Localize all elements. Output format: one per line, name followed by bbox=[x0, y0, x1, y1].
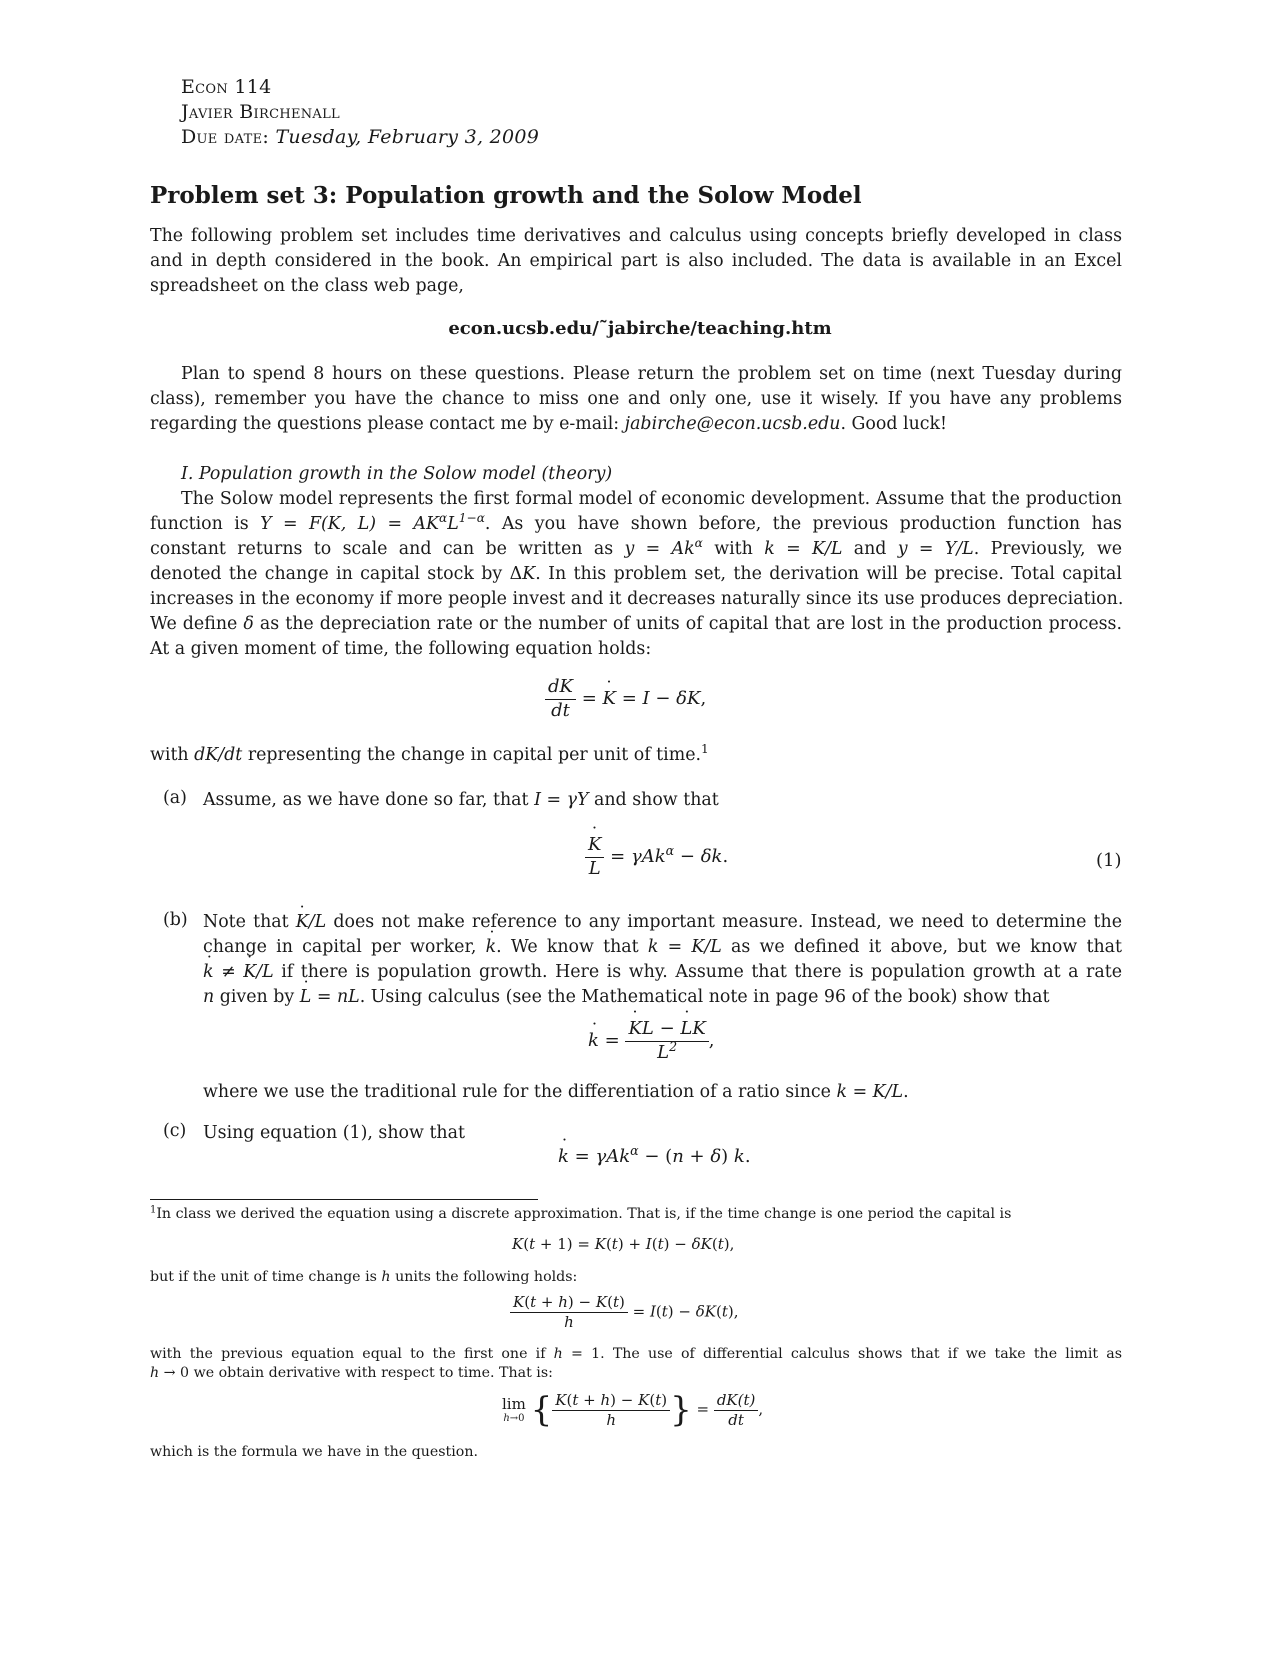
h-limit-math: h bbox=[150, 1365, 160, 1381]
equation-1-number: (1) bbox=[1096, 850, 1122, 871]
item-b-text bbox=[203, 910, 1122, 1010]
contact-email: jabirche@econ.ucsb.edu bbox=[624, 414, 841, 434]
plan-line: class), remember you have the chance to miss one and only one, use it wisely. If you have any problems bbox=[150, 389, 1122, 409]
section-1 bbox=[150, 462, 1122, 662]
section-text: We define bbox=[150, 614, 238, 634]
k-def-math: k = K/L bbox=[764, 539, 843, 559]
plan-line bbox=[150, 412, 1122, 437]
item-a-text bbox=[203, 788, 1122, 813]
section-line bbox=[150, 562, 1122, 587]
n-math: n bbox=[203, 987, 215, 1007]
item-c-text: Using equation (1), show that bbox=[203, 1123, 465, 1143]
section-text: representing the change in capital per unit of time. bbox=[247, 745, 702, 765]
kdot-neq-math: ˙ k ≠ ˙ K/L bbox=[203, 962, 274, 982]
y-def-math: y = Y/L bbox=[897, 539, 974, 559]
production-function-math: Y = F(K, $L) = AK^\alpha L^{1-\alpha}$ bbox=[260, 511, 485, 534]
footnote-marker: 1 bbox=[150, 1204, 157, 1216]
delta-math: δ bbox=[243, 614, 254, 634]
footnote-line-1 bbox=[150, 1205, 1122, 1224]
footnote-divider bbox=[150, 1199, 538, 1200]
footnote-line-5: which is the formula we have in the question. bbox=[150, 1444, 478, 1460]
section-text: with bbox=[150, 745, 189, 765]
k-def-math: k = K/L bbox=[836, 1082, 904, 1102]
section-line: At a given moment of time, the following equation holds: bbox=[150, 639, 652, 659]
section-line bbox=[150, 743, 1122, 768]
item-line bbox=[203, 935, 1122, 960]
item-text: does not make reference to any important measure. Instead, we need to determine the bbox=[333, 912, 1123, 932]
due-date-value: Tuesday, February 3, 2009 bbox=[275, 126, 540, 148]
page-title: Problem set 3: Population growth and the Solow Model bbox=[150, 182, 862, 209]
footnote-text: with the previous equation equal to the first one if bbox=[150, 1346, 546, 1362]
section-text: and bbox=[853, 539, 887, 559]
item-c-label: (c) bbox=[163, 1121, 187, 1141]
section-text: with bbox=[714, 539, 753, 559]
plan-paragraph bbox=[150, 362, 1122, 437]
k-def-math: k = K/L bbox=[647, 937, 722, 957]
item-line bbox=[203, 960, 1122, 985]
item-line bbox=[203, 985, 1122, 1010]
dk-dt-math: dK/dt bbox=[194, 745, 243, 765]
intro-line: spreadsheet on the class web page, bbox=[150, 276, 464, 296]
item-line bbox=[203, 910, 1122, 935]
item-text: and show that bbox=[593, 790, 719, 810]
plan-text: . Good luck! bbox=[840, 414, 948, 434]
solow-equation-with-growth: ˙ k = γAk$^\alpha$ − (n + δ) k. bbox=[558, 1146, 751, 1167]
footnote-line: h → 0 we obtain derivative with respect to time. That is: bbox=[150, 1365, 553, 1381]
instructor-name: Javier Birchenall bbox=[181, 101, 340, 123]
item-text: . Using calculus (see the Mathematical note in page 96 of the book) show that bbox=[359, 987, 1050, 1007]
footnote-line-2 bbox=[150, 1268, 1122, 1287]
section-text: denoted the change in capital stock by bbox=[150, 564, 503, 584]
intro-paragraph bbox=[150, 224, 1122, 299]
plan-text: regarding the questions please contact me by e-mail: bbox=[150, 414, 620, 434]
h-step-equation: $\frac{K(t + h) - K(t)}{h}$ = I(t) − δK(t), bbox=[510, 1293, 739, 1332]
intro-line: The following problem set includes time derivatives and calculus using concepts briefly developed in class bbox=[150, 226, 1122, 246]
investment-math: I = γY bbox=[534, 790, 589, 810]
footnote-text: In class we derived the equation using a discrete approximation. That is, if the time change is one period the capital is bbox=[156, 1206, 1012, 1222]
due-date-label: Due date: bbox=[181, 126, 270, 148]
delta-k-math: ΔK bbox=[509, 564, 536, 584]
discrete-capital-equation: K(t + 1) = K(t) + I(t) − δK(t), bbox=[512, 1235, 735, 1253]
item-b-label: (b) bbox=[163, 910, 188, 930]
per-capita-math: $y = Ak^\alpha$ bbox=[624, 536, 703, 559]
footnote-line-3 bbox=[150, 1345, 1122, 1383]
course-name: Econ 114 bbox=[181, 76, 272, 98]
footnote-text: units the following holds: bbox=[395, 1269, 578, 1285]
item-text: given by bbox=[219, 987, 295, 1007]
section-heading: I. Population growth in the Solow model (theory) bbox=[181, 464, 613, 484]
item-text: where we use the traditional rule for the differentiation of a ratio since bbox=[203, 1082, 831, 1102]
item-text: . We know that bbox=[496, 937, 639, 957]
item-b-after: where we use the traditional rule for the differentiation of a ratio since k = K/L. bbox=[203, 1082, 909, 1102]
footnote-text: we obtain derivative with respect to time. That is: bbox=[193, 1365, 553, 1381]
item-text: Assume, as we have done so far, that bbox=[203, 790, 529, 810]
intro-line: and in depth considered in the book. An empirical part is also included. The data is available in an Excel bbox=[150, 251, 1122, 271]
section-line: increases in the economy if more people invest and it decreases naturally since its use produces depreciation. bbox=[150, 589, 1124, 609]
item-text: if there is population growth. Here is why. Assume that there is population growth at a rate bbox=[281, 962, 1122, 982]
footnote-text: but if the unit of time change is bbox=[150, 1269, 377, 1285]
section-line bbox=[150, 612, 1122, 637]
h-equals-one-math: h bbox=[553, 1346, 563, 1362]
h-math: h bbox=[381, 1269, 391, 1285]
section-text: . Previously, we bbox=[973, 539, 1123, 559]
plan-line: Plan to spend 8 hours on these questions. Please return the problem set on time (next Tuesday during bbox=[181, 364, 1122, 384]
capital-accumulation-equation: $\frac{dK}{dt}$ = ˙ K = I − δK, bbox=[545, 676, 706, 722]
footnote-text: . The use of differential calculus shows that if we take the limit as bbox=[600, 1346, 1122, 1362]
due-date bbox=[181, 126, 539, 148]
item-text: Note that bbox=[203, 912, 289, 932]
item-text: change in capital per worker, bbox=[203, 937, 477, 957]
limit-equation: lim h→0 { $\frac{K(t + h) - K(t)}{h}$ } = $\frac{dK(t)}{dt}$ , bbox=[502, 1390, 764, 1430]
section-line: The Solow model represents the first formal model of economic development. Assume that the production bbox=[181, 489, 1122, 509]
section-text: . In this problem set, the derivation will be precise. Total capital bbox=[535, 564, 1122, 584]
population-growth-math: ˙ L = nL bbox=[300, 987, 360, 1007]
section-text: as the depreciation rate or the number of units of capital that are lost in the production process. bbox=[259, 614, 1122, 634]
class-web-url: econ.ucsb.edu/˜jabirche/teaching.htm bbox=[448, 318, 832, 339]
item-text: as we defined it above, but we know that bbox=[730, 937, 1122, 957]
section-text: constant returns to scale and can be written as bbox=[150, 539, 614, 559]
section-text: . As you have shown before, the previous production function has bbox=[484, 514, 1122, 534]
item-a-label: (a) bbox=[163, 788, 187, 808]
footnote-line: with the previous equation equal to the first one if h = 1. The use of differential calculus shows that if we take the limit as bbox=[150, 1346, 1122, 1362]
kdot-over-l-math: ˙ K/L bbox=[296, 912, 326, 932]
footnote-marker: 1 bbox=[701, 742, 709, 757]
equation-1: ˙ $\frac{K}{L}$ = γAk$^\alpha$ − δk. bbox=[585, 834, 728, 880]
after-equation-text bbox=[150, 743, 1122, 768]
section-line bbox=[150, 512, 1122, 537]
kdot-math: ˙ k bbox=[486, 937, 497, 957]
section-line bbox=[150, 537, 1122, 562]
section-text: function is bbox=[150, 514, 249, 534]
kdot-ratio-equation: ˙ k = ˙ $\frac{KL - ˙ LK}{L^2}$ , bbox=[588, 1018, 715, 1064]
